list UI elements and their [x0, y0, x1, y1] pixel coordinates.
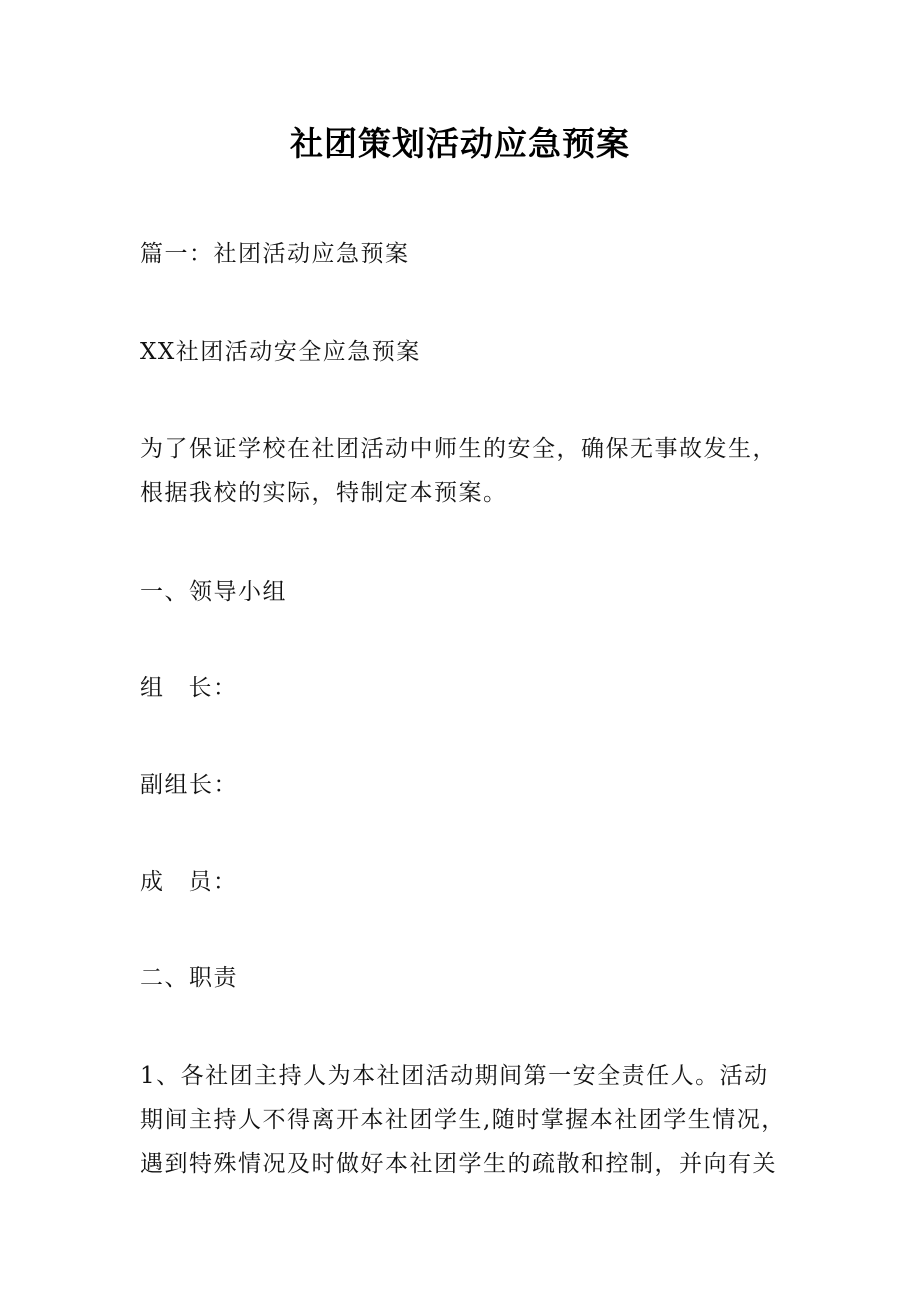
part1-heading: 一、领导小组	[140, 579, 287, 605]
duty1-paragraph	[140, 1054, 790, 1186]
leader-label-a: 组	[140, 675, 165, 701]
leader-row	[140, 666, 790, 710]
deputy-leader-row: 副组长：	[140, 772, 238, 798]
subtitle: XX社团活动安全应急预案	[140, 339, 421, 365]
intro-line-2: 根据我校的实际，特制定本预案。	[140, 480, 508, 506]
members-label-b: 员：	[188, 869, 238, 895]
duty1-line-2: 期间主持人不得离开本社团学生,随时掌握本社团学生情况，	[140, 1107, 786, 1133]
document-title: 社团策划活动应急预案	[290, 124, 630, 163]
part2-heading: 二、职责	[140, 965, 238, 991]
intro-paragraph	[140, 427, 790, 515]
duty1-line-3: 遇到特殊情况及时做好本社团学生的疏散和控制，并向有关	[140, 1151, 777, 1177]
duty1-line-1: 1、各社团主持人为本社团活动期间第一安全责任人。活动	[140, 1063, 769, 1089]
members-label-a: 成	[140, 869, 165, 895]
leader-label-b: 长：	[188, 675, 238, 701]
intro-line-1: 为了保证学校在社团活动中师生的安全，确保无事故发生，	[140, 436, 777, 462]
members-row	[140, 860, 790, 904]
section-heading: 篇一：社团活动应急预案	[140, 241, 410, 267]
